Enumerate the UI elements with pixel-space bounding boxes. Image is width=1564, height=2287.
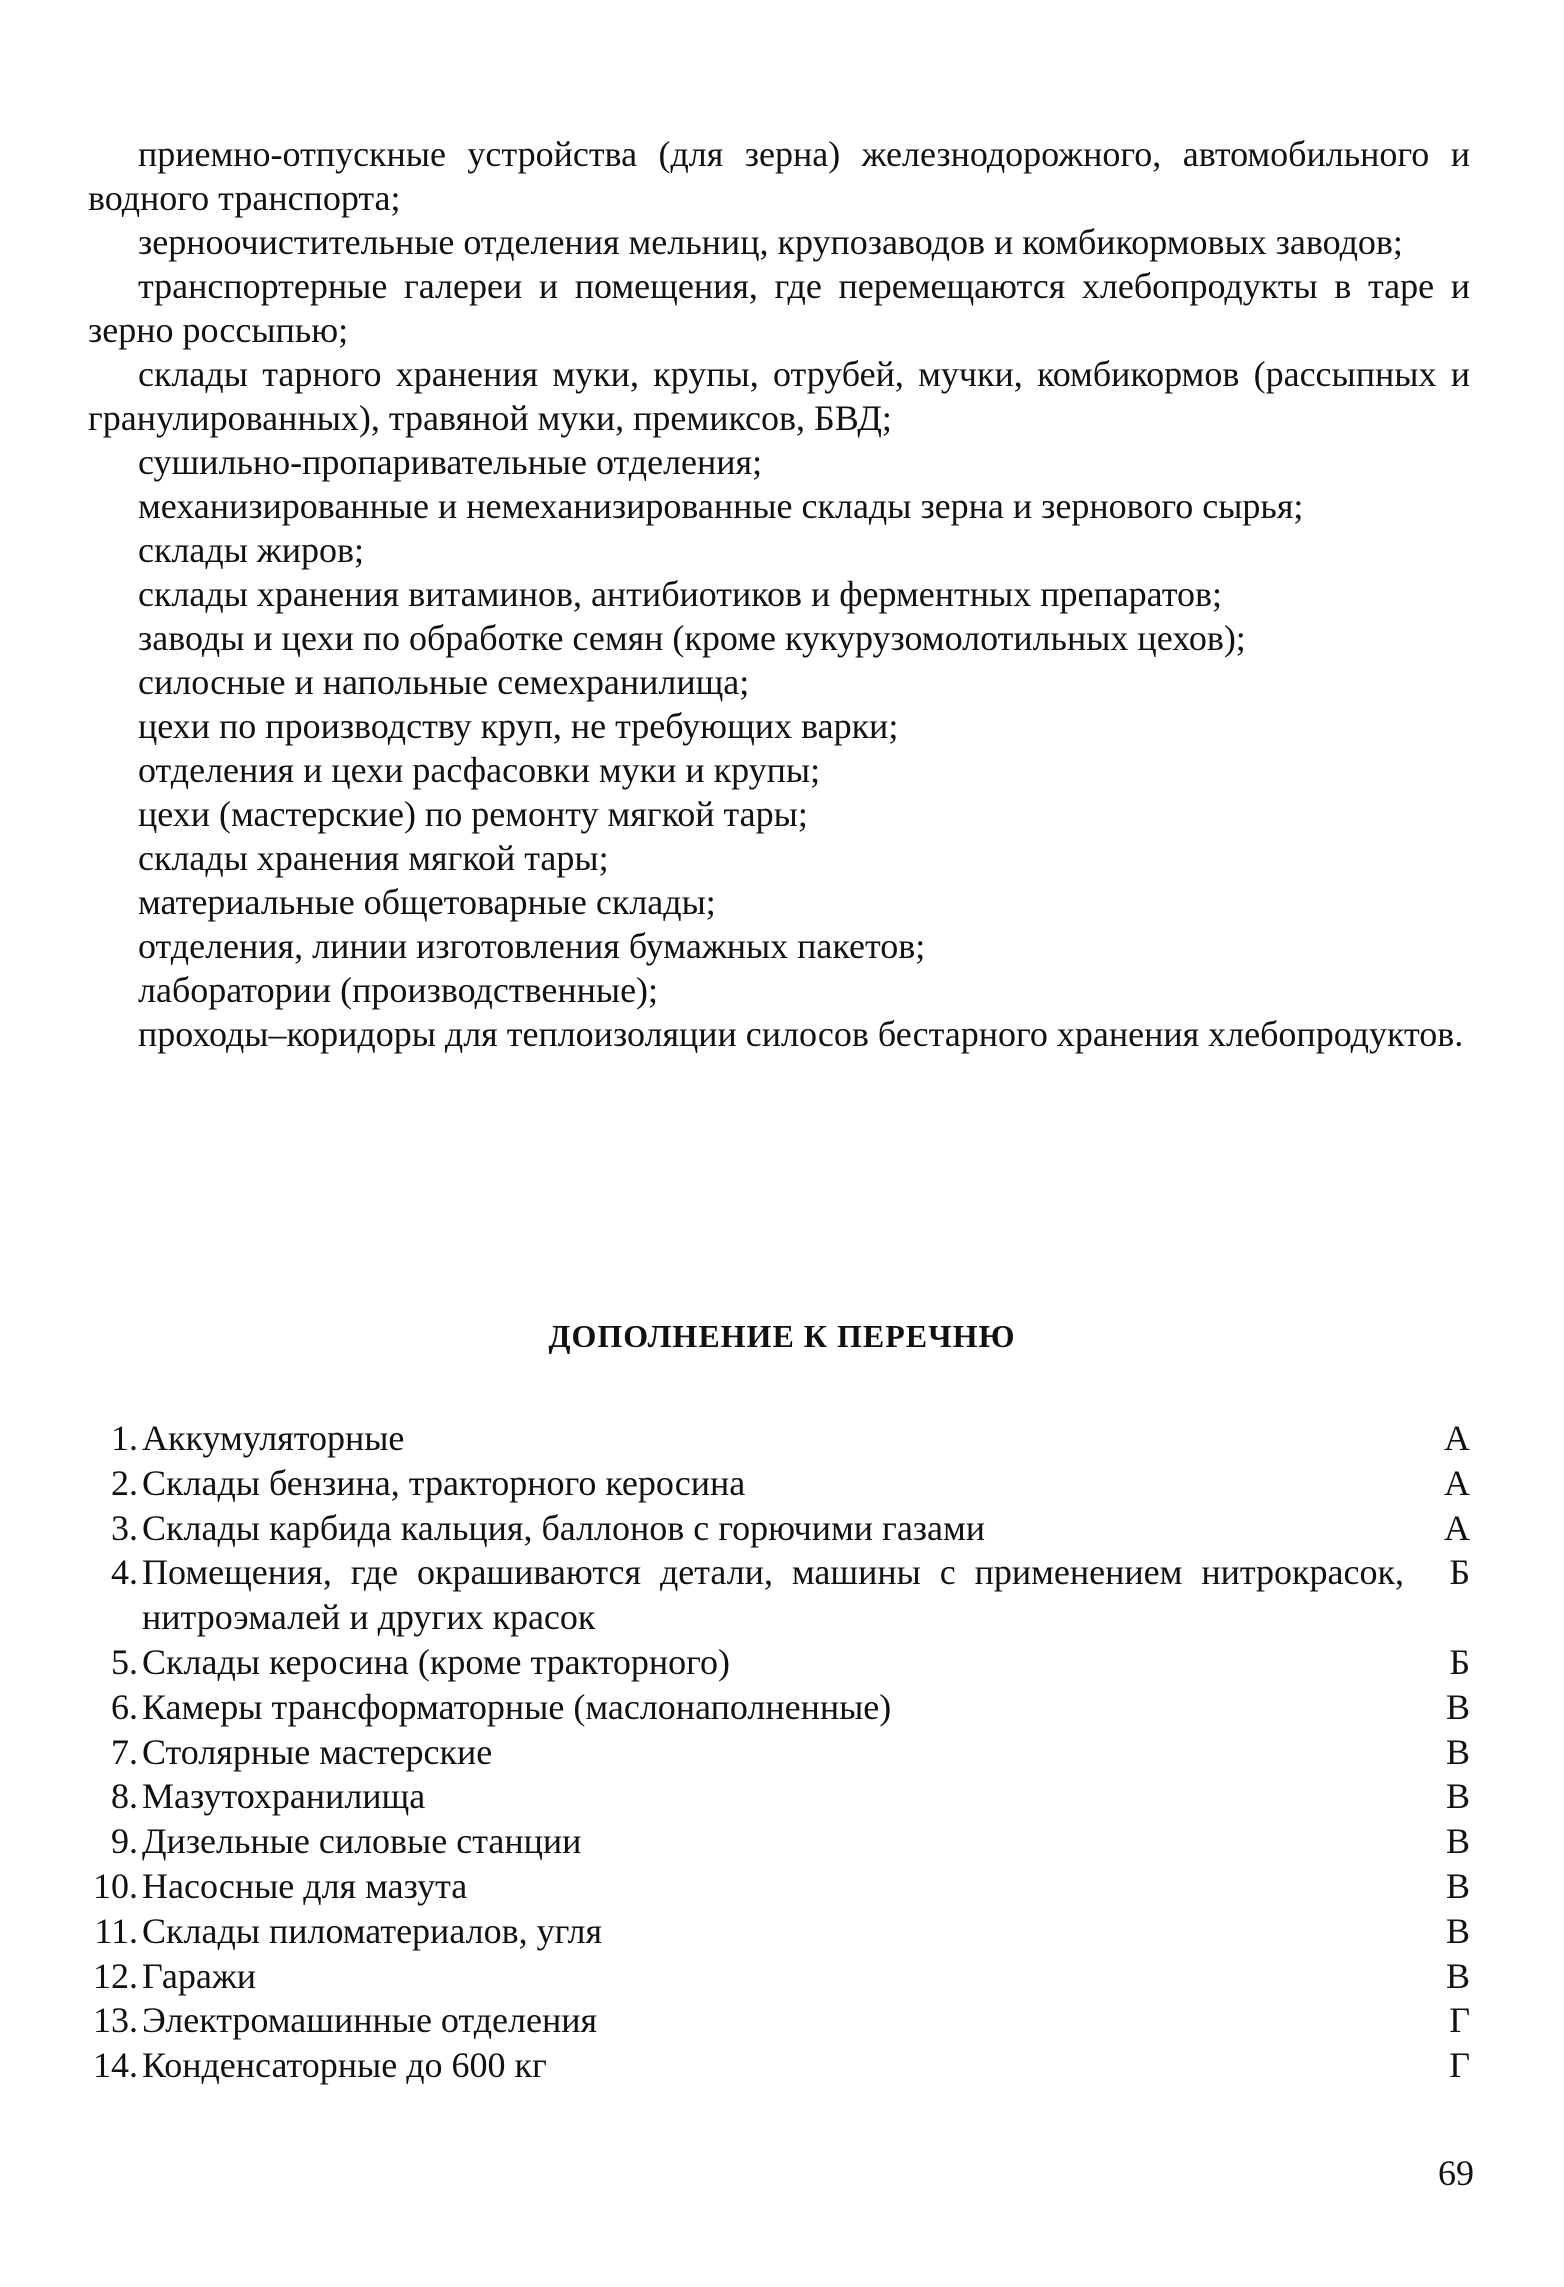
item-category: В	[1445, 1686, 1470, 1727]
list-item	[70, 1909, 1470, 1954]
paragraph: склады жиров;	[138, 530, 365, 570]
item-label: Склады пиломатериалов, угля	[142, 1910, 603, 1951]
item-category: В	[1445, 1955, 1470, 1996]
paragraph: механизированные и немеханизированные склады зерна и зернового сырья;	[138, 486, 1304, 526]
paragraph: приемно-отпускные устройства (для зерна) железнодорожного, автомобильного и водного транспорта;	[88, 134, 1470, 218]
item-number: 10.	[93, 1865, 138, 1906]
item-number: 2.	[111, 1462, 138, 1503]
item-label: Дизельные силовые станции	[142, 1821, 582, 1862]
section-heading: ДОПОЛНЕНИЕ К ПЕРЕЧНЮ	[548, 1318, 1016, 1354]
list-item	[70, 2043, 1470, 2088]
list-item	[70, 1506, 1470, 1551]
paragraph: заводы и цехи по обработке семян (кроме кукурузомолотильных цехов);	[138, 618, 1246, 658]
item-label: Мазутохранилища	[142, 1776, 426, 1817]
item-category: В	[1445, 1731, 1470, 1772]
list-item	[70, 1819, 1470, 1864]
item-category: В	[1445, 1776, 1470, 1817]
item-number: 1.	[111, 1418, 138, 1458]
list-item	[70, 1864, 1470, 1909]
paragraph: силосные и напольные семехранилища;	[138, 662, 750, 702]
list-item	[70, 1550, 1470, 1640]
item-number: 11.	[94, 1910, 138, 1951]
list-item	[70, 1640, 1470, 1685]
item-label: Камеры трансформаторные (маслонаполненные)	[142, 1686, 892, 1727]
item-number: 7.	[111, 1731, 138, 1772]
item-number: 6.	[111, 1686, 138, 1727]
list-item	[70, 1461, 1470, 1506]
paragraph: проходы–коридоры для теплоизоляции силосов бестарного хранения хлебопродуктов.	[138, 1014, 1464, 1054]
addendum-list	[70, 1416, 1470, 2088]
paragraph: сушильно-пропаривательные отделения;	[138, 442, 763, 482]
paragraph: лаборатории (производственные);	[138, 970, 659, 1010]
item-category: Г	[1449, 2000, 1470, 2041]
item-number: 3.	[111, 1507, 138, 1548]
item-category: Г	[1449, 2045, 1470, 2086]
item-label: Гаражи	[142, 1955, 257, 1996]
item-number: 9.	[111, 1821, 138, 1862]
paragraph: отделения, линии изготовления бумажных пакетов;	[138, 926, 926, 966]
list-item	[70, 1774, 1470, 1819]
paragraph: материальные общетоварные склады;	[138, 882, 716, 922]
paragraph: склады хранения витаминов, антибиотиков и ферментных препаратов;	[138, 574, 1222, 614]
paragraph: зерноочистительные отделения мельниц, крупозаводов и комбикормовых заводов;	[138, 222, 1403, 262]
item-category: А	[1444, 1462, 1470, 1503]
item-number: 8.	[111, 1776, 138, 1817]
item-number: 13.	[93, 2000, 138, 2041]
paragraph: цехи по производству круп, не требующих варки;	[138, 706, 899, 746]
continued-list-text	[88, 132, 1470, 1056]
item-number: 4.	[111, 1552, 138, 1593]
list-item	[70, 1685, 1470, 1730]
item-number: 14.	[93, 2045, 138, 2086]
item-category: В	[1445, 1821, 1470, 1862]
item-category: Б	[1449, 1641, 1470, 1682]
item-number: 5.	[111, 1641, 138, 1682]
item-category: А	[1444, 1507, 1470, 1548]
item-label: Склады керосина (кроме тракторного)	[142, 1641, 731, 1682]
list-item	[70, 1954, 1470, 1999]
item-label: Склады бензина, тракторного керосина	[142, 1462, 746, 1503]
list-item	[70, 1416, 1470, 1461]
list-item	[70, 1998, 1470, 2043]
item-category: А	[1444, 1418, 1470, 1458]
page-number: 69	[1438, 2153, 1474, 2193]
paragraph: склады хранения мягкой тары;	[138, 838, 609, 878]
item-category: В	[1445, 1865, 1470, 1906]
list-item	[70, 1730, 1470, 1775]
item-category: В	[1445, 1910, 1470, 1951]
item-label: Помещения, где окрашиваются детали, машины с применением нитрокрасок, нитроэмалей и других красок	[142, 1552, 1404, 1638]
item-label: Аккумуляторные	[142, 1418, 405, 1458]
paragraph: цехи (мастерские) по ремонту мягкой тары;	[138, 794, 808, 834]
item-category: Б	[1449, 1552, 1470, 1593]
item-label: Конденсаторные до 600 кг	[142, 2045, 547, 2086]
paragraph: отделения и цехи расфасовки муки и крупы;	[138, 750, 821, 790]
item-label: Столярные мастерские	[142, 1731, 493, 1772]
paragraph: транспортерные галереи и помещения, где перемещаются хлебопродукты в таре и зерно россыпью;	[88, 266, 1470, 350]
item-label: Электромашинные отделения	[142, 2000, 598, 2041]
item-number: 12.	[93, 1955, 138, 1996]
item-label: Склады карбида кальция, баллонов с горючими газами	[142, 1507, 986, 1548]
paragraph: склады тарного хранения муки, крупы, отрубей, мучки, комбикормов (рассыпных и гранулированных), травяной муки, премиксов, БВД;	[88, 354, 1470, 438]
item-label: Насосные для мазута	[142, 1865, 468, 1906]
